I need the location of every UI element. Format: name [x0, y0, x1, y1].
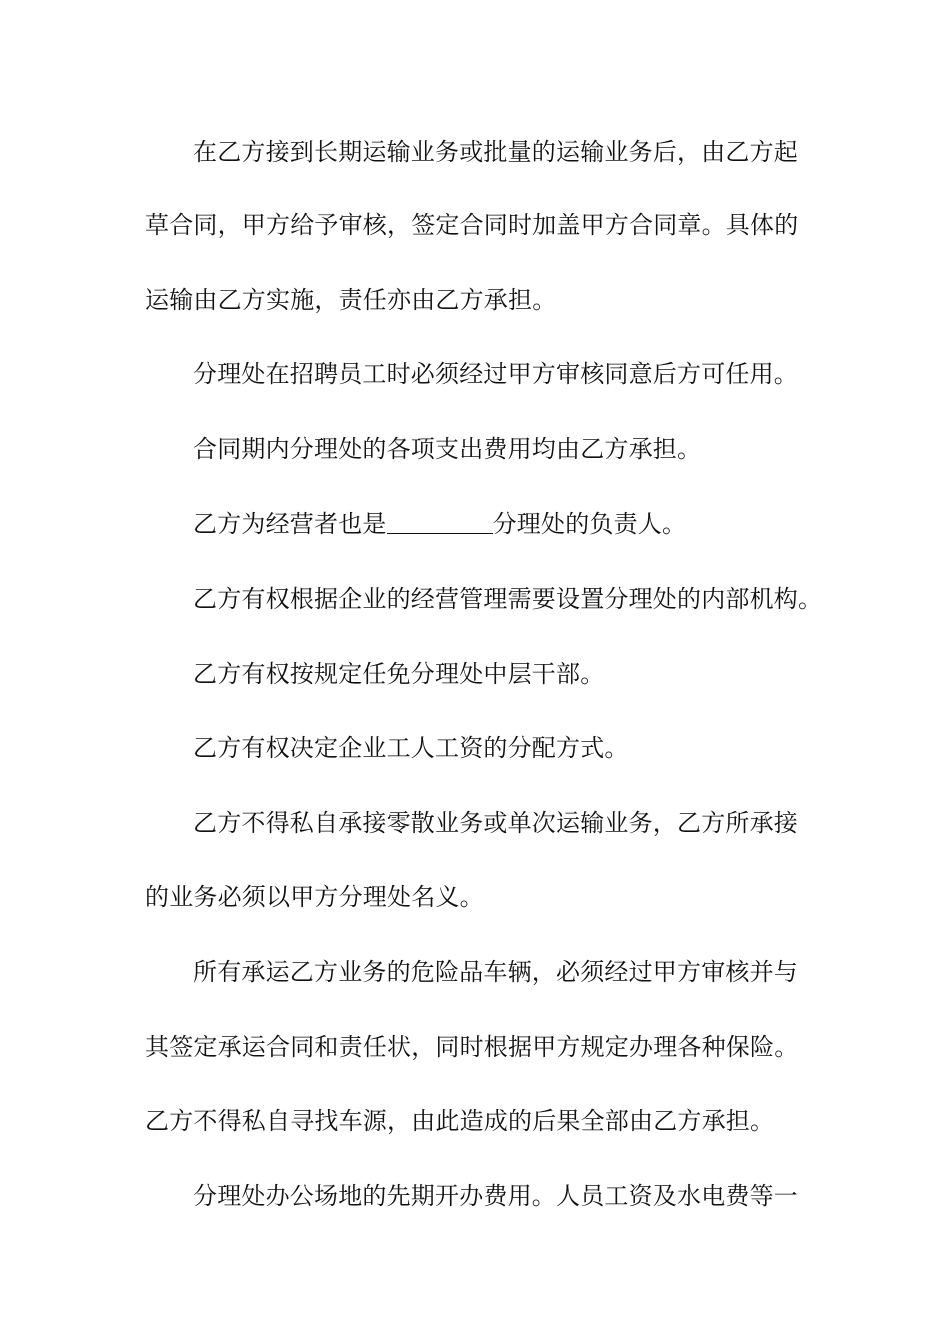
paragraph-line: 在乙方接到长期运输业务或批量的运输业务后，由乙方起: [193, 138, 798, 166]
paragraph-line: 所有承运乙方业务的危险品车辆，必须经过甲方审核并与: [193, 958, 798, 986]
text-segment: 分理处的负责人。: [492, 510, 687, 538]
paragraph-line: 乙方有权按规定任免分理处中层干部。: [193, 660, 605, 688]
paragraph-line: 乙方不得私自寻找车源，由此造成的后果全部由乙方承担。: [145, 1107, 775, 1135]
paragraph-line: 草合同，甲方给予审核，签定合同时加盖甲方合同章。具体的: [145, 211, 799, 239]
paragraph-line: 合同期内分理处的各项支出费用均由乙方承担。: [193, 435, 702, 463]
paragraph-line: 的业务必须以甲方分理处名义。: [145, 883, 484, 911]
paragraph-line: 分理处在招聘员工时必须经过甲方审核同意后方可任用。: [193, 360, 798, 388]
paragraph-line: 乙方不得私自承接零散业务或单次运输业务，乙方所承接: [193, 809, 798, 837]
paragraph-line: 乙方有权根据企业的经营管理需要设置分理处的内部机构。: [193, 585, 823, 613]
paragraph-line-with-blank: [193, 504, 810, 544]
paragraph-line: 其签定承运合同和责任状，同时根据甲方规定办理各种保险。: [145, 1033, 799, 1061]
fill-in-blank[interactable]: [387, 507, 493, 534]
paragraph-line: 乙方有权决定企业工人工资的分配方式。: [193, 734, 629, 762]
text-segment: 乙方为经营者也是: [193, 510, 387, 538]
paragraph-line: 分理处办公场地的先期开办费用。人员工资及水电费等一: [193, 1182, 798, 1210]
paragraph-line: 运输由乙方实施，责任亦由乙方承担。: [145, 286, 557, 314]
